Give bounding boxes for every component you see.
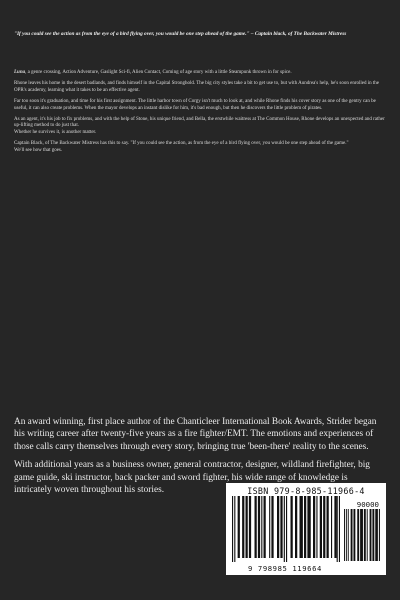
barcode-bar [300,496,303,558]
barcode-bar [246,496,248,558]
barcode-bar [249,496,251,558]
barcode-bar [331,496,332,558]
book-title: Luna [14,70,26,75]
synopsis-intro: , a genre crossing, Action Adventure, Gaslight Sci-fi, Alien Contact, Coming of age story with a little Steampunk thrown in for spice. [25,70,292,75]
barcode-bar [234,496,235,562]
cover-quote: "If you could see the action as from the eye of a bird flying over, you would be one step ahead of the game." – Captain black, of The Backwater Mistress [14,31,347,37]
barcode-bar [370,509,372,561]
synopsis [14,70,386,159]
barcode-bar [346,509,347,561]
barcode-bar [334,496,336,558]
synopsis-paragraph: Captain Black, of The Backwater Mistress has this to say. "If you could see the action, as from the eye of a bird flying over, you would be one step ahead of the game." [14,141,349,147]
barcode-bar [344,509,345,561]
barcode-bar [255,496,257,558]
barcode-bar [339,496,340,562]
barcode-bar [304,496,306,558]
barcode-bar [327,496,329,558]
barcode-bar [264,496,266,558]
barcode-bar [280,496,282,558]
barcode-bar [372,509,374,561]
barcode-bar [320,496,322,558]
barcode-bar [258,496,260,558]
barcode-bar [360,509,363,561]
barcode-bar [238,496,240,558]
barcode-bar [261,496,262,558]
barcode-bar [367,509,368,561]
barcode-bar [307,496,310,558]
synopsis-paragraph: As an agent, it's his job to fix problems, and with the help of Stone, his unique friend, and Bella, the erstwhile waitress at The Common House, Rhone develops an unexpected and rather up-lifting method to do just that. [14,117,385,129]
barcode-bar [295,496,297,558]
isbn-barcode [226,483,386,575]
barcode-bar [284,496,285,562]
barcode-bar [337,496,338,562]
barcode-bar [286,496,287,562]
synopsis-paragraph: Rhone leaves his home in the desert badlands, and finds himself in the Capital Stronghold. The big city styles take a bit to get use to, but with Aundrea's help, he's soon enrolled in the OPR's academy, learning what it takes to be an effective agent. [14,81,379,93]
barcode-bar [379,509,380,561]
barcode-bar [357,509,359,561]
ean-digits: 9 798985 119664 [248,564,322,573]
author-bio-paragraph: With additional years as a business owner, general contractor, designer, wildland firefighter, big game guide, ski instructor, back packer and sword fighter, his wide range of knowledge is intricately woven throughout his stories. [14,460,370,496]
barcode-bar [377,509,378,561]
synopsis-paragraph: Whether he survives it, is another matter. [14,129,97,135]
barcode-bar [313,496,315,558]
barcode-bar [269,496,270,558]
barcode-bar [364,509,366,561]
synopsis-paragraph: Far too soon it's graduation, and time for his first assignment. The little harbor town of Corgy isn't much to look at, and while Rhone finds his cover story as one of the gentry can be useful, it can also create problems. When the mayor develops an instant dislike for him, it's bad enough, but then he discovers the little problem of pirates. [14,99,376,111]
barcode-bar [353,509,355,561]
price-code: 90000 [356,500,379,509]
barcode-bar [351,509,353,561]
barcode-bar [348,509,349,561]
barcode-bar [291,496,293,558]
price-barcode-bars [344,509,380,564]
isbn-number: ISBN 979-8-985-11966-4 [247,486,365,496]
author-bio-paragraph: An award winning, first place author of the Chanticleer International Book Awards, Strider began his writing career after twenty-five years as a fire fighter/EMT. The emotions and experiences of those calls carry themselves through every story, bringing true 'been-there' reality to the scenes. [14,417,377,452]
barcode-bar [232,496,233,562]
synopsis-paragraph: We'll see how that goes. [14,147,63,153]
barcode-bar [242,496,244,558]
barcode-bar [271,496,273,558]
barcode-bar [277,496,279,558]
barcode-bar [323,496,325,558]
barcode-bar [316,496,317,558]
barcode-bar [375,509,377,561]
ean-barcode-bars [232,496,340,564]
synopsis-paragraph [14,70,386,76]
